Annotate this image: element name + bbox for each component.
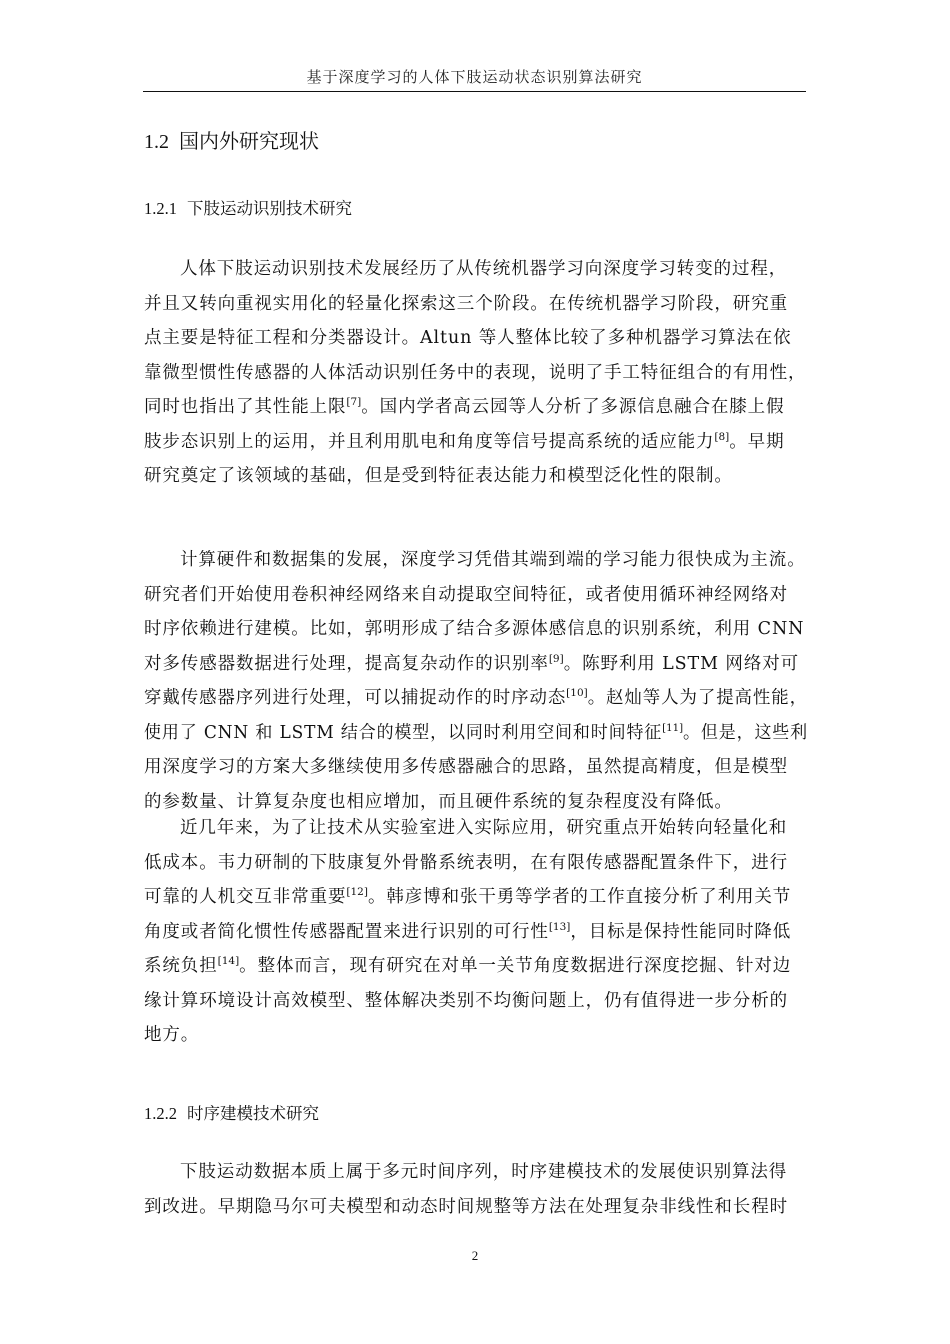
citation: [11] <box>662 721 684 734</box>
text-segment: 可靠的人机交互非常重要 <box>144 887 347 907</box>
citation: [14] <box>217 955 240 967</box>
text-segment: 穿戴传感器序列进行处理，可以捕捉动作的时序动态 <box>144 688 567 708</box>
page-number: 2 <box>471 1248 479 1263</box>
text-segment: 。早期 <box>729 431 785 452</box>
text-line: 研究者们开始使用卷积神经网络来自动提取空间特征，或者使用循环神经网络对 <box>144 584 788 605</box>
text-line: 下肢运动数据本质上属于多元时间序列，时序建模技术的发展使识别算法得 <box>180 1162 788 1182</box>
text-line: 时序依赖进行建模。比如，郭明形成了结合多源体感信息的识别系统，利用 CNN <box>144 619 805 639</box>
text-segment: 。陈野利用 LSTM 网络对可 <box>563 653 800 674</box>
header-rule <box>143 91 806 92</box>
section-title: 国内外研究现状 <box>179 129 319 153</box>
text-line <box>144 647 808 682</box>
paragraph <box>144 811 808 1053</box>
text-segment: ，目标是保持性能同时降低 <box>570 921 792 942</box>
text-segment: 系统负担 <box>144 956 218 976</box>
text-segment: 肢步态识别上的运用，并且利用肌电和角度等信号提高系统的适应能力 <box>144 431 715 452</box>
text-segment: 。赵灿等人为了提高性能， <box>587 688 808 708</box>
paragraph <box>144 1155 808 1224</box>
text-line: 点主要是特征工程和分类器设计。Altun 等人整体比较了多种机器学习算法在依 <box>144 328 792 348</box>
text-line: 到改进。早期隐马尔可夫模型和动态时间规整等方法在处理复杂非线性和长程时 <box>144 1196 788 1217</box>
text-line <box>144 949 808 984</box>
subsection-number: 1.2.2 <box>144 1104 177 1123</box>
citation: [10] <box>566 687 588 699</box>
text-line: 研究奠定了该领域的基础，但是受到特征表达能力和模型泛化性的限制。 <box>144 466 733 486</box>
text-segment: 使用了 CNN 和 LSTM 结合的模型，以同时利用空间和时间特征 <box>144 722 663 743</box>
subsection-heading-1-2-2 <box>144 1103 319 1125</box>
subsection-number: 1.2.1 <box>144 199 177 218</box>
text-line: 并且又转向重视实用化的轻量化探索这三个阶段。在传统机器学习阶段，研究重 <box>144 293 788 314</box>
text-line: 近几年来，为了让技术从实验室进入实际应用，研究重点开始转向轻量化和 <box>180 818 788 838</box>
section-number: 1.2 <box>144 131 169 153</box>
subsection-title: 时序建模技术研究 <box>187 1104 319 1123</box>
text-line: 计算硬件和数据集的发展，深度学习凭借其端到端的学习能力很快成为主流。 <box>180 550 806 570</box>
text-segment: 。但是，这些利 <box>683 722 809 743</box>
text-line: 低成本。韦力研制的下肢康复外骨骼系统表明，在有限传感器配置条件下，进行 <box>144 852 788 873</box>
paragraph <box>144 252 808 494</box>
text-segment: 同时也指出了其性能上限 <box>144 397 347 417</box>
text-segment: 角度或者简化惯性传感器配置来进行识别的可行性 <box>144 921 549 942</box>
text-line <box>144 390 808 425</box>
text-segment: 。整体而言，现有研究在对单一关节角度数据进行深度挖掘、针对边 <box>239 956 792 976</box>
text-segment: 。国内学者高云园等人分析了多源信息融合在膝上假 <box>361 397 785 417</box>
text-segment: 。韩彦博和张干勇等学者的工作直接分析了利用关节 <box>367 887 792 907</box>
text-line: 人体下肢运动识别技术发展经历了从传统机器学习向深度学习转变的过程， <box>180 259 788 279</box>
text-segment: 对多传感器数据进行处理，提高复杂动作的识别率 <box>144 653 549 674</box>
section-heading-1-2 <box>144 128 319 155</box>
text-line: 地方。 <box>144 1025 200 1045</box>
citation: [13] <box>548 920 571 933</box>
citation: [9] <box>548 652 564 665</box>
text-line: 缘计算环境设计高效模型、整体解决类别不均衡问题上，仍有值得进一步分析的 <box>144 990 788 1011</box>
text-line: 靠微型惯性传感器的人体活动识别任务中的表现，说明了手工特征组合的有用性， <box>144 362 807 383</box>
text-line: 用深度学习的方案大多继续使用多传感器融合的思路，虽然提高精度，但是模型 <box>144 757 788 777</box>
running-header: 基于深度学习的人体下肢运动状态识别算法研究 <box>306 68 643 86</box>
text-line <box>144 880 808 915</box>
text-line <box>144 716 809 751</box>
citation: [12] <box>346 886 368 898</box>
text-line <box>144 681 806 716</box>
paragraph <box>144 543 808 819</box>
citation: [7] <box>346 396 362 408</box>
citation: [8] <box>714 430 730 443</box>
subsection-title: 下肢运动识别技术研究 <box>187 199 352 218</box>
subsection-heading-1-2-1 <box>144 198 352 220</box>
text-line <box>144 915 808 950</box>
text-line <box>144 425 808 460</box>
text-line: 的参数量、计算复杂度也相应增加，而且硬件系统的复杂程度没有降低。 <box>144 791 733 812</box>
